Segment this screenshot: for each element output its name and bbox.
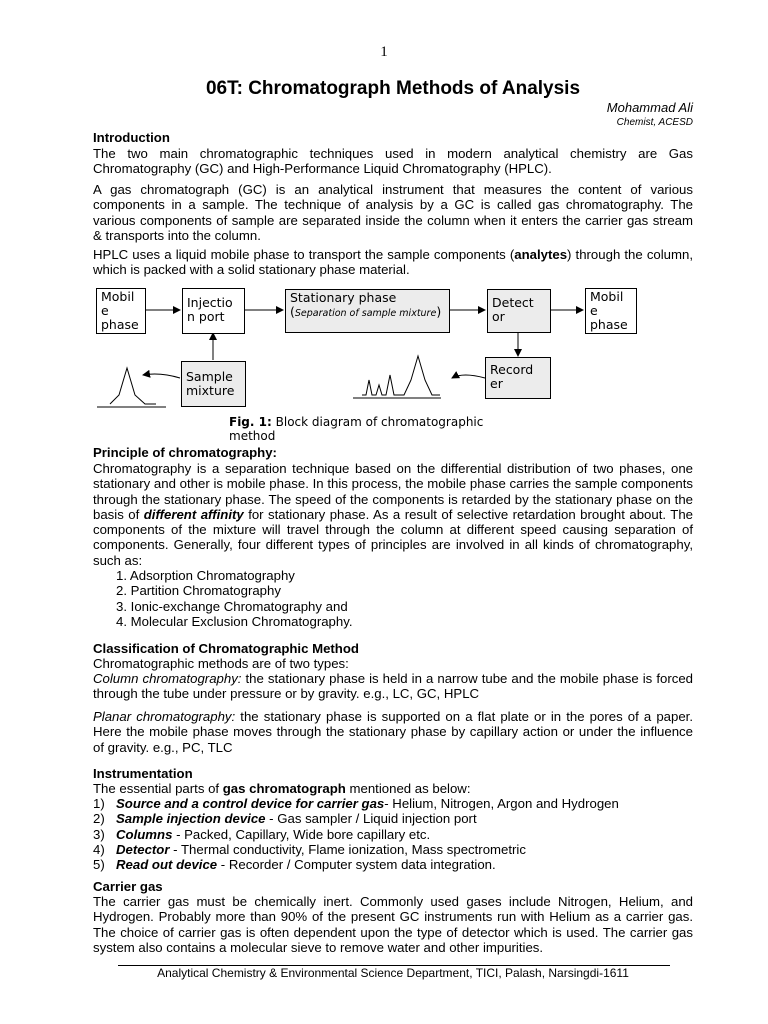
- carrier-gas-heading: Carrier gas: [93, 879, 163, 894]
- stationary-phase-subtitle: Separation of sample mixture: [294, 308, 437, 319]
- gas-chromatograph-term: gas chromatograph: [222, 781, 346, 796]
- intro-paragraph-1: The two main chromatographic techniques used in modern analytical chemistry are Gas Chromatography (GC) and High-Performance Liquid Chromatography (HPLC).: [93, 146, 693, 177]
- instrumentation-list: [93, 796, 713, 872]
- intro-heading: Introduction: [93, 130, 170, 145]
- list-item: 2) Sample injection device - Gas sampler / Liquid injection port: [93, 811, 477, 827]
- list-item: 3. Ionic-exchange Chromatography and: [116, 598, 348, 614]
- injection-port-box: Injectio n port: [182, 288, 245, 334]
- mobile-phase-inlet-box: Mobil e phase: [96, 288, 146, 334]
- carrier-gas-paragraph: The carrier gas must be chemically inert. Commonly used gases include Nitrogen, Helium, and Hydrogen. Probably more than 90% of the present GC instruments run with Helium as a carrier gas. The choice of carrier gas is often dependent upon the type of detector which is used. The carrier gas system also contains a molecular sieve to remove water and other impurities.: [93, 894, 693, 955]
- intro-paragraph-2: A gas chromatograph (GC) is an analytical instrument that measures the content of various components in a sample. The technique of analysis by a GC is called gas chromatography. The various components of sample are separated inside the column when it enters the carrier gas stream & transports into the column.: [93, 182, 693, 243]
- author-affiliation: Chemist, ACESD: [616, 117, 693, 128]
- principle-heading: Principle of chromatography:: [93, 445, 277, 460]
- multiple-peaks: [362, 356, 440, 395]
- planar-chromatography-label: Planar chromatography:: [93, 709, 236, 724]
- list-item: 2. Partition Chromatography: [116, 583, 281, 599]
- classification-heading: Classification of Chromatographic Method: [93, 641, 359, 656]
- list-item: 5) Read out device - Recorder / Computer system data integration.: [93, 857, 496, 873]
- planar-chromatography-paragraph: Planar chromatography: the stationary phase is supported on a flat plate or in the pores of a paper. Here the mobile phase moves through the stationary phase by capillary action or under the influence of gravity. e.g., PC, TLC: [93, 709, 693, 755]
- recorder-box: Record er: [485, 357, 551, 399]
- mobile-phase-outlet-box: Mobil e phase: [585, 288, 637, 334]
- list-item: 1. Adsorption Chromatography: [116, 568, 295, 583]
- page-number: 1: [380, 44, 388, 60]
- arrow-sample-to-peak: [143, 374, 180, 378]
- column-chromatography-paragraph: Column chromatography: the stationary phase is held in a narrow tube and the mobile phase is forced through the tube under pressure or by gravity. e.g., LC, GC, HPLC: [93, 671, 693, 702]
- classification-intro: Chromatographic methods are of two types:: [93, 656, 349, 671]
- detector-box: Detect or: [487, 289, 551, 333]
- figure-caption: Fig. 1: Block diagram of chromatographic method: [229, 415, 484, 443]
- page-footer: Analytical Chemistry & Environmental Science Department, TICI, Palash, Narsingdi-1611: [157, 966, 629, 980]
- list-item: 4) Detector - Thermal conductivity, Flame ionization, Mass spectrometric: [93, 841, 526, 857]
- single-peak: [110, 368, 156, 404]
- arrow-recorder-to-peaks: [452, 375, 485, 378]
- page-title: 06T: Chromatograph Methods of Analysis: [205, 78, 581, 99]
- analytes-term: analytes: [514, 247, 568, 262]
- stationary-phase-box: Stationary phase (Separation of sample mixture): [285, 289, 450, 333]
- principle-list: [116, 568, 616, 629]
- different-affinity-term: different affinity: [143, 506, 244, 522]
- instrumentation-intro: The essential parts of gas chromatograph mentioned as below:: [93, 781, 471, 796]
- author-name: Mohammad Ali: [606, 100, 693, 115]
- list-item: 4. Molecular Exclusion Chromatography.: [116, 613, 353, 629]
- list-item: 3) Columns - Packed, Capillary, Wide bore capillary etc.: [93, 826, 431, 842]
- intro-paragraph-3: HPLC uses a liquid mobile phase to transport the sample components (analytes) through the column, which is packed with a solid stationary phase material.: [93, 247, 693, 278]
- sample-mixture-box: Sample mixture: [181, 361, 246, 407]
- instrumentation-heading: Instrumentation: [93, 766, 193, 781]
- column-chromatography-label: Column chromatography:: [93, 671, 242, 686]
- list-item: 1) Source and a control device for carrier gas- Helium, Nitrogen, Argon and Hydrogen: [93, 796, 619, 811]
- principle-paragraph: Chromatography is a separation technique based on the differential distribution of two phases, one stationary and other is mobile phase. In this process, the mobile phase carries the sample components through the stationary phase. The speed of the components is retarded by the stationary phase on the basis of different affinity for stationary phase. As a result of selective retardation brought about. The components of the mixture will travel through the column at different speed causing separation of components. Generally, four different types of principles are involved in all kinds of chromatography, such as:: [93, 461, 693, 568]
